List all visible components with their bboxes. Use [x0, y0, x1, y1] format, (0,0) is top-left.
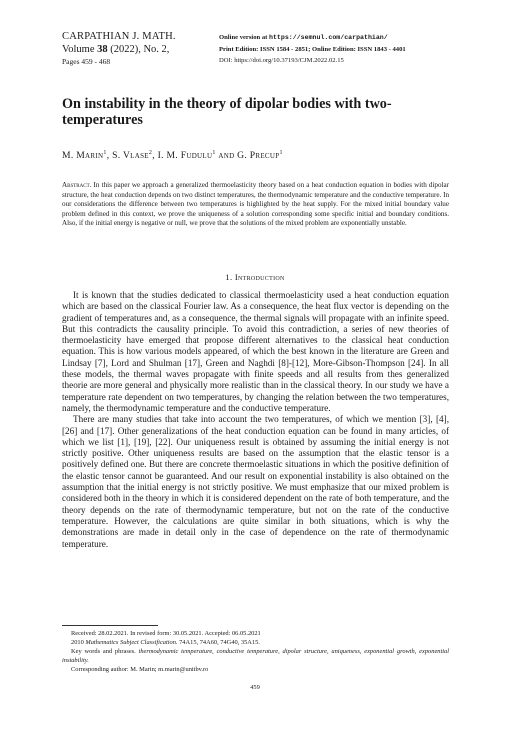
keywords-list: thermodynamic temperature, conductive temperature, dipolar structure, uniqueness, exponential growth, exponential instability.	[62, 648, 449, 665]
page-number: 459	[250, 684, 260, 691]
corresponding-author: Corresponding author: M. Marin; m.marin@unitbv.ro	[71, 666, 209, 674]
paragraph: There are many studies that take into account the two temperatures, of which we mention [3], [4], [26] and [17]. Other generalizations of the heat conduction equation can be found in many articles, of which we list [1], [19], [22]. Our uniqueness result is obtained by assuming the initial energy is not strictly positive. Other uniqueness results are based on the assumption that the elastic tensor is a positively defined one. But there are concrete thermoelastic situations in which the positive definition of the elastic tensor cannot be guaranteed. And our result on exponential instability is also obtained on the assumption that the initial energy is not strictly positive. We must emphasize that our mixed problem is considered both in the theory in which it is considered dependent on the rate of both temperature, and the theory depends on the rate of thermodynamic temperature, but not on the rate of the conductive temperature. However, the calculations are quite similar in both situations, which is why the demonstrations are made in detail only in the case of dependence on the rate of thermodynamic temperature.	[62, 414, 449, 549]
print-edition: Print Edition: ISSN 1584 - 2851; Online Edition: ISSN 1843 - 4401	[219, 45, 406, 53]
volume-suffix: (2022), No. 2,	[107, 44, 170, 55]
author-3-affiliation: 1	[212, 150, 216, 156]
paper-title: On instability in the theory of dipolar bodies with two-temperatures	[62, 96, 392, 128]
volume-prefix: Volume	[62, 44, 98, 55]
abstract-label: Abstract.	[62, 181, 92, 189]
author-1-affiliation: 1	[103, 150, 107, 156]
journal-header	[62, 30, 212, 68]
footnotes	[62, 629, 449, 674]
author-4-affiliation: 1	[279, 150, 283, 156]
paragraph: It is known that the studies dedicated to classical thermoelasticity used a heat conduction equation which are based on the classical Fourier law. As a consequence, the heat flux vector is depending on the gradient of temperatures and, as a consequence, the thermal signals will propagate with an infinite speed. But this contradicts the causality principle. To avoid this contradiction, a series of new theories of thermoelasticity have emerged that propose different alternatives to the classical heat conduction equation. This is how various models appeared, of which the best known in the literature are Green and Lindsay [7], Lord and Shulman [17], Green and Naghdi [8]-[12], More-Gibson-Thompson [24]. In all these models, the thermal waves propagate with finite speeds and all results from thes generalized theorie are more general and physically more realistic than in the classical theory. In our study we have a temperature rate dependent on two temperatures, by changing the relation between the two temperatures, namely, the thermodynamic temperature and the conductive temperature.	[62, 290, 449, 413]
doi-link[interactable]: DOI: https://doi.org/10.37193/CJM.2022.02.15	[219, 57, 344, 64]
online-url-link[interactable]: https://semnul.com/carpathian/	[269, 34, 388, 41]
volume-number: 38	[97, 44, 108, 55]
abstract-text: In this paper we approach a generalized thermoelasticity theory based on a heat conduction equation in bodies with dipolar structure, the heat conduction depends on two distinct temperatures, the thermodynamic temperature and the conductive temperature. In our considerations the difference between two temperatures is highlighted by the heat supply. For the mixed initial boundary value problem defined in this context, we prove the uniqueness of a solution corresponding some specific initial and boundary conditions. Also, if the initial energy is negative or null, we prove that the solutions of the mixed problem are exponentially unstable.	[62, 181, 449, 228]
body-text	[62, 290, 449, 550]
author-2: , S. Vlase	[106, 150, 149, 162]
msc-codes: 74A15, 74A60, 74G40, 35A15.	[177, 639, 260, 647]
author-3: , I. M. Fudulu	[152, 150, 213, 162]
author-2-affiliation: 2	[148, 150, 153, 156]
section-number: 1.	[225, 272, 235, 282]
keywords	[62, 647, 449, 665]
author-list	[62, 147, 452, 162]
received-dates: Received: 28.02.2021. In revised form: 30.05.2021. Accepted: 06.05.2021	[71, 630, 261, 637]
online-prefix: Online version at	[219, 34, 270, 41]
author-1: M. Marin	[62, 150, 104, 162]
journal-pages: Pages 459 - 468	[62, 57, 111, 66]
footnote-divider	[62, 625, 158, 626]
journal-volume	[62, 43, 212, 56]
publication-info	[219, 32, 459, 67]
msc-label: Mathematics Subject Classification.	[85, 639, 178, 647]
author-4: and G. Precup	[215, 150, 280, 162]
abstract	[62, 181, 449, 229]
msc-classification: 2010 Mathematics Subject Classification. 74A15, 74A60, 74G40, 35A15.	[71, 639, 260, 647]
journal-name: CARPATHIAN J. MATH.	[62, 31, 176, 42]
section-heading	[0, 272, 510, 283]
section-title: Introduction	[234, 272, 285, 282]
online-version	[219, 32, 459, 44]
keywords-label: Key words and phrases.	[71, 648, 136, 656]
